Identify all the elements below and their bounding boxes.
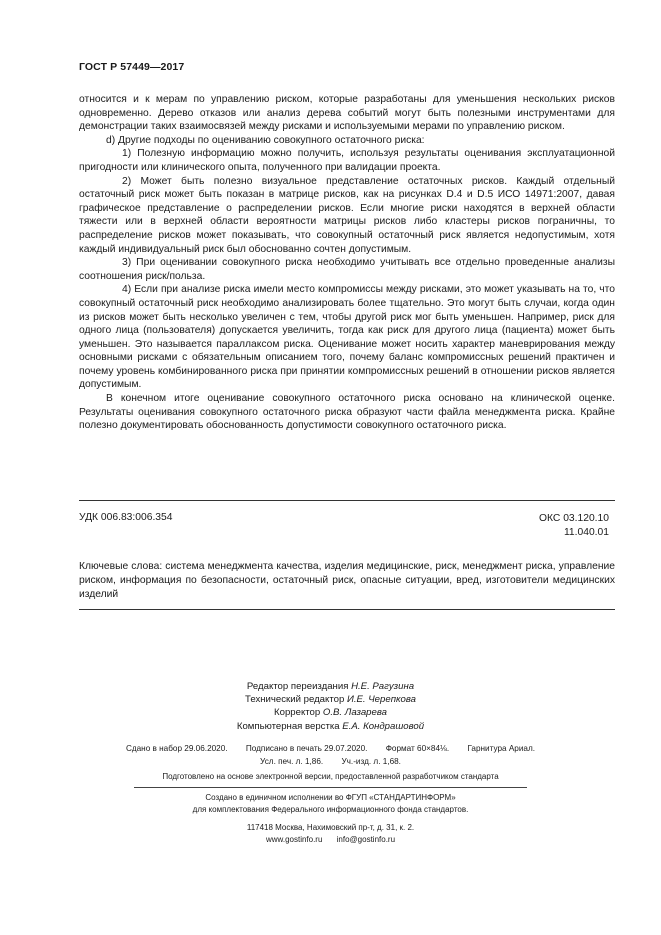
paragraph-continued: относится и к мерам по управлению риском, которые разработаны для уменьшения нескольких рисков одновременно. Дерево отказов или анализ дерева событий могут быть полезными инструментами для демонстрации таких взаимосвязей между рисками и используемыми мерами по управлению риском. <box>79 94 615 133</box>
sent-to-set: Сдано в набор 29.06.2020. <box>125 744 228 753</box>
website-link[interactable]: www.gostinfo.ru <box>265 835 323 844</box>
divider-bottom <box>79 609 615 610</box>
paragraph-item-4: 4) Если при анализе риска имели место компромиссы между рисками, это может указывать на то, что совокупный остаточный риск необходимо анализировать более тщательно. Это могут быть случаи, когда один из рисков может быть несколько увеличен с тем, чтобы другой риск мог быть уменьшен. Например, риск для одного лица (пользователя) допускается увеличить, тогда как риск для другого лица (пациента) может быть уменьшен. Это называется параллаксом риска. Оценивание может носить характер маневрирования между основными рисками с обязательным описанием того, почему баланс компромиссных решений практичен и почему уровень комбинированного риска при принятии компромиссных решений в отношении рисков является допустимым. <box>79 284 615 391</box>
main-text <box>79 93 615 433</box>
print-info-row-2 <box>0 756 661 769</box>
oks-codes <box>539 512 609 539</box>
print-sheets: Усл. печ. л. 1,86. <box>260 756 324 766</box>
publisher-line-2: для комплектования Федерального информационного фонда стандартов. <box>192 805 469 814</box>
credit-tech-editor: Технический редактор И.Е. Черепкова <box>245 694 416 706</box>
publisher-address: 117418 Москва, Нахимовский пр-т, д. 31, к. 2. <box>246 823 415 832</box>
typeface: Гарнитура Ариал. <box>467 744 536 753</box>
publisher-web <box>0 834 661 846</box>
credit-layout: Компьютерная верстка Е.А. Кондрашовой <box>236 720 425 732</box>
credits-block <box>0 680 661 733</box>
standard-code-header: ГОСТ Р 57449—2017 <box>79 61 185 73</box>
publisher-line-1: Создано в единичном исполнении во ФГУП «СТАНДАРТИНФОРМ» <box>205 793 456 802</box>
publisher-sheets: Уч.-изд. л. 1,68. <box>341 756 401 766</box>
email-link[interactable]: info@gostinfo.ru <box>336 835 396 844</box>
oks-code-1: ОКС 03.120.10 <box>539 513 609 524</box>
paragraph-item-d: d) Другие подходы по оцениванию совокупного остаточного риска: <box>106 134 425 146</box>
paragraph-item-3: 3) При оценивании совокупного риска необходимо учитывать все отдельно проведенные анализы соотношения риск/польза. <box>79 257 615 282</box>
print-info-row-1 <box>0 743 661 756</box>
signed-to-print: Подписано в печать 29.07.2020. <box>245 744 368 753</box>
paragraph-conclusion: В конечном итоге оценивание совокупного остаточного риска основано на клинической оценке. Результаты оценивания совокупного остаточного риска образуют части файла менеджмента риска. Крайне полезно документировать обоснованность допустимости совокупного остаточного риска. <box>79 393 615 432</box>
print-info <box>0 743 661 768</box>
paragraph-item-2: 2) Может быть полезно визуальное представление остаточных рисков. Каждый отдельный остаточный риск может быть показан в матрице рисков, как на рисунках D.4 и D.5 ИСО 14971:2007, давая графическое представление о распределении рисков. Если многие риски находятся в верхней области тяжести или в верхней области вероятности матрицы рисков либо кластеры рисков пограничны, то распределение рисков может показывать, что совокупный остаточный риск является недопустимым, хотя каждый индивидуальный риск был обоснованно сочтен допустимым. <box>79 175 615 255</box>
credit-corrector: Корректор О.В. Лазарева <box>274 707 387 719</box>
oks-code-2: 11.040.01 <box>563 526 609 538</box>
keywords-text: Ключевые слова: система менеджмента качества, изделия медицинские, риск, менеджмент риска, управление риском, информация по безопасности, остаточный риск, опасные ситуации, вред, изготовители медицинских изделий <box>79 561 615 600</box>
credit-editor: Редактор переиздания Н.Е. Рагузина <box>246 681 415 692</box>
divider-top <box>79 500 615 501</box>
paper-format: Формат 60×84⅛. <box>385 744 450 753</box>
publisher-divider <box>134 787 527 788</box>
udk-code: УДК 006.83:006.354 <box>79 512 173 523</box>
prepared-note: Подготовлено на основе электронной версии, предоставленной разработчиком стандарта <box>162 772 499 781</box>
paragraph-item-1: 1) Полезную информацию можно получить, используя результаты оценивания эксплуатационной пригодности или клинического опыта, полученного при валидации проекта. <box>79 148 615 173</box>
publisher-block <box>0 792 661 846</box>
